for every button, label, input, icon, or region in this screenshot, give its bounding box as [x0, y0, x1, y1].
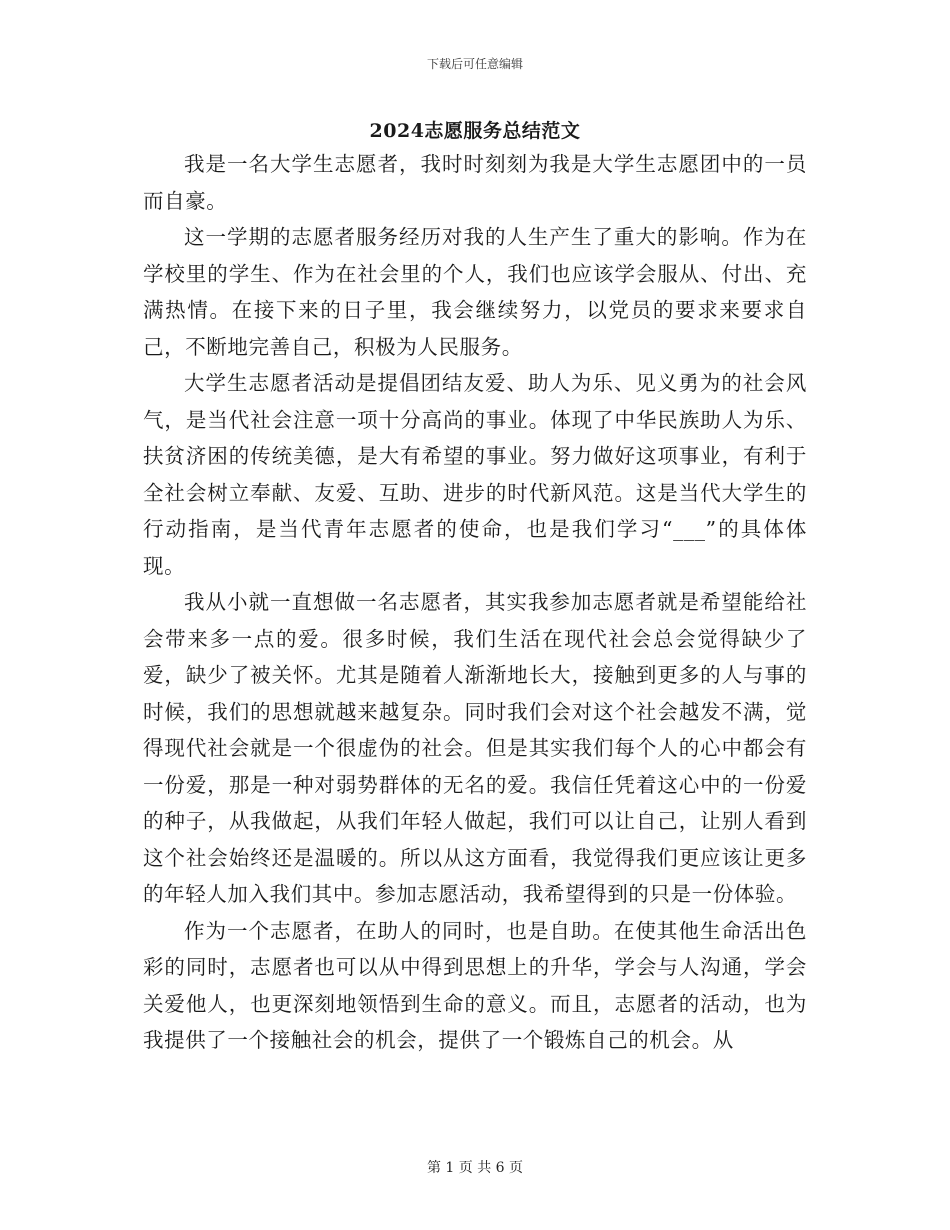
- page-indicator: 第 1 页 共 6 页: [426, 1160, 524, 1176]
- document-body: [143, 146, 807, 1059]
- document-title: 2024志愿服务总结范文: [369, 120, 581, 142]
- paragraph-3: 大学生志愿者活动是提倡团结友爱、助人为乐、见义勇为的社会风气，是当代社会注意一项十分高尚的事业。体现了中华民族助人为乐、扶贫济困的传统美德，是大有希望的事业。努力做好这项事业，有利于全社会树立奉献、友爱、互助、进步的时代新风范。这是当代大学生的行动指南，是当代青年志愿者的使命，也是我们学习“___”的具体体现。: [143, 371, 807, 578]
- paragraph-5: 作为一个志愿者，在助人的同时，也是自助。在使其他生命活出色彩的同时，志愿者也可以从中得到思想上的升华，学会与人沟通，学会关爱他人，也更深刻地领悟到生命的意义。而且，志愿者的活动，也为我提供了一个接触社会的机会，提供了一个锻炼自己的机会。从: [143, 918, 807, 1052]
- header-note: 下载后可任意编辑: [426, 57, 523, 71]
- paragraph-2: 这一学期的志愿者服务经历对我的人生产生了重大的影响。作为在学校里的学生、作为在社会里的个人，我们也应该学会服从、付出、充满热情。在接下来的日子里，我会继续努力，以党员的要求来要求自己，不断地完善自己，积极为人民服务。: [143, 225, 807, 359]
- paragraph-4: 我从小就一直想做一名志愿者，其实我参加志愿者就是希望能给社会带来多一点的爱。很多时候，我们生活在现代社会总会觉得缺少了爱，缺少了被关怀。尤其是随着人渐渐地长大，接触到更多的人与事的时候，我们的思想就越来越复杂。同时我们会对这个社会越发不满，觉得现代社会就是一个很虚伪的社会。但是其实我们每个人的心中都会有一份爱，那是一种对弱势群体的无名的爱。我信任凭着这心中的一份爱的种子，从我做起，从我们年轻人做起，我们可以让自己，让别人看到这个社会始终还是温暖的。所以从这方面看，我觉得我们更应该让更多的年轻人加入我们其中。参加志愿活动，我希望得到的只是一份体验。: [143, 590, 807, 906]
- paragraph-1: 我是一名大学生志愿者，我时时刻刻为我是大学生志愿团中的一员而自豪。: [143, 152, 807, 213]
